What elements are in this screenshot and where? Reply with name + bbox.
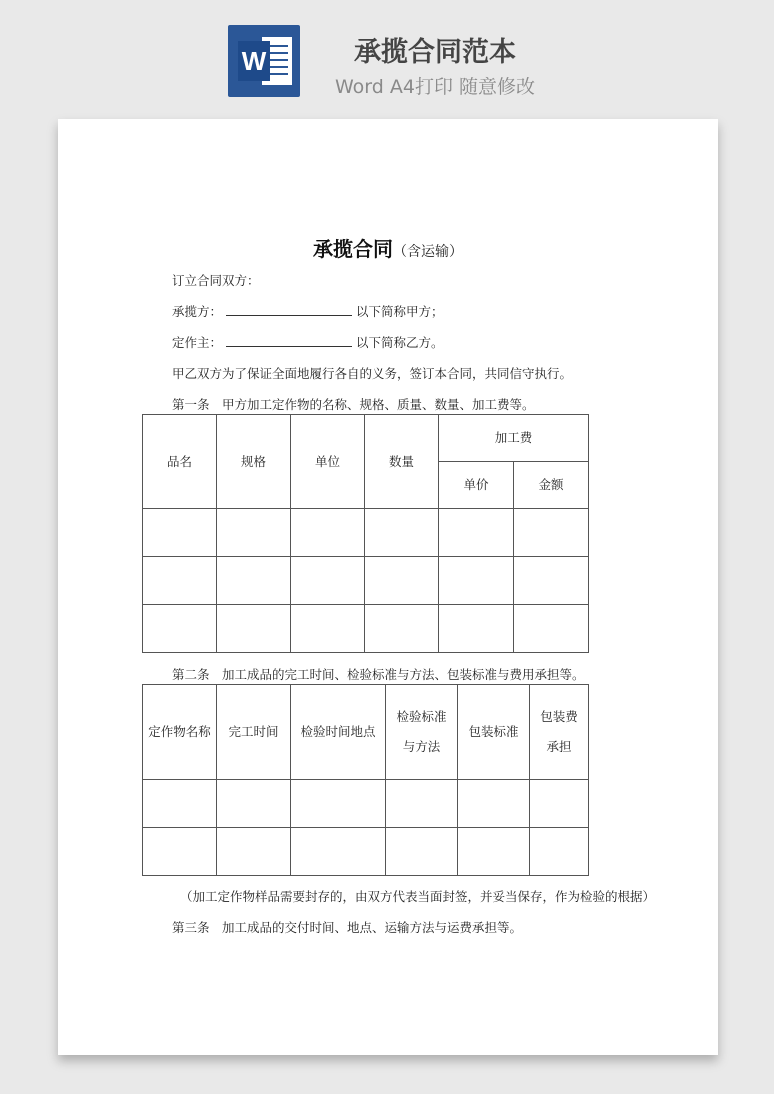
table-cell[interactable]: [365, 557, 439, 605]
page-title: 承揽合同范本: [354, 37, 516, 68]
party-a-blank[interactable]: [226, 303, 352, 316]
table-cell[interactable]: [291, 557, 365, 605]
table-cell[interactable]: [143, 509, 217, 557]
t1-header-spec: 规格: [217, 415, 291, 509]
table-cell[interactable]: [291, 828, 386, 876]
table-cell[interactable]: [365, 605, 439, 653]
t2-header-inspection-standard: [386, 685, 458, 780]
article-2: 第二条 加工成品的完工时间、检验标准与方法、包装标准与费用承担等。: [172, 667, 585, 682]
article-3: 第三条 加工成品的交付时间、地点、运输方法与运费承担等。: [172, 920, 523, 935]
table-cell[interactable]: [143, 780, 217, 828]
table-cell[interactable]: [514, 557, 589, 605]
table-cell[interactable]: [217, 509, 291, 557]
preamble: 甲乙双方为了保证全面地履行各自的义务，签订本合同，共同信守执行。: [172, 366, 573, 381]
document-title-suffix: （含运输）: [393, 244, 463, 260]
document-title-main: 承揽合同: [313, 237, 393, 261]
table-cell[interactable]: [365, 509, 439, 557]
table-1: [142, 414, 589, 653]
parties-heading: 订立合同双方：: [172, 273, 260, 288]
t1-header-name: 品名: [143, 415, 217, 509]
table-cell[interactable]: [386, 828, 458, 876]
table-cell[interactable]: [217, 780, 291, 828]
table-cell[interactable]: [458, 780, 530, 828]
table-cell[interactable]: [386, 780, 458, 828]
table-cell[interactable]: [458, 828, 530, 876]
party-a-label: 承揽方：: [172, 304, 223, 319]
t1-header-qty: 数量: [365, 415, 439, 509]
document-title: [58, 233, 718, 262]
t1-header-unit-price: 单价: [439, 462, 514, 509]
table-row: [143, 780, 589, 828]
table-cell[interactable]: [217, 605, 291, 653]
page-subtitle: Word A4打印 随意修改: [334, 76, 535, 98]
table-cell[interactable]: [291, 605, 365, 653]
t2-header-packing-fee-line1: 包装费: [540, 709, 578, 724]
table-cell[interactable]: [291, 780, 386, 828]
t1-header-fee: 加工费: [439, 415, 589, 462]
table-cell[interactable]: [439, 557, 514, 605]
table-cell[interactable]: [514, 605, 589, 653]
article-1: 第一条 甲方加工定作物的名称、规格、质量、数量、加工费等。: [172, 397, 535, 412]
t1-header-amount: 金额: [514, 462, 589, 509]
t2-header-inspection-place: 检验时间地点: [291, 685, 386, 780]
table-cell[interactable]: [217, 557, 291, 605]
t2-header-packing-standard: 包装标准: [458, 685, 530, 780]
t2-header-item-name: 定作物名称: [143, 685, 217, 780]
party-b-blank[interactable]: [226, 334, 352, 347]
party-b-line: [172, 333, 444, 351]
table-cell[interactable]: [530, 828, 589, 876]
sample-note: （加工定作物样品需要封存的，由双方代表当面封签，并妥当保存，作为检验的根据）: [180, 889, 656, 904]
word-icon: [228, 25, 300, 97]
table-row: [143, 509, 589, 557]
t2-header-inspection-standard-line1: 检验标准: [396, 709, 447, 724]
t2-header-packing-fee: [530, 685, 589, 780]
table-row: [143, 828, 589, 876]
table-cell[interactable]: [217, 828, 291, 876]
table-cell[interactable]: [439, 605, 514, 653]
party-b-suffix: 以下简称乙方。: [356, 335, 444, 350]
table-cell[interactable]: [530, 780, 589, 828]
t2-header-packing-fee-line2: 承担: [546, 739, 572, 754]
table-cell[interactable]: [143, 605, 217, 653]
table-cell[interactable]: [143, 828, 217, 876]
table-cell[interactable]: [514, 509, 589, 557]
party-a-line: [172, 302, 444, 320]
party-b-label: 定作主：: [172, 335, 223, 350]
t1-header-unit: 单位: [291, 415, 365, 509]
party-a-suffix: 以下简称甲方；: [356, 304, 444, 319]
document-page: [58, 119, 718, 1055]
word-logo-letter: W: [238, 41, 270, 81]
t2-header-finish-time: 完工时间: [217, 685, 291, 780]
table-cell[interactable]: [291, 509, 365, 557]
table-2: [142, 684, 589, 876]
table-row: [143, 557, 589, 605]
table-cell[interactable]: [439, 509, 514, 557]
t2-header-inspection-standard-line2: 与方法: [402, 739, 441, 754]
table-cell[interactable]: [143, 557, 217, 605]
table-row: [143, 605, 589, 653]
page-header: [0, 0, 774, 110]
